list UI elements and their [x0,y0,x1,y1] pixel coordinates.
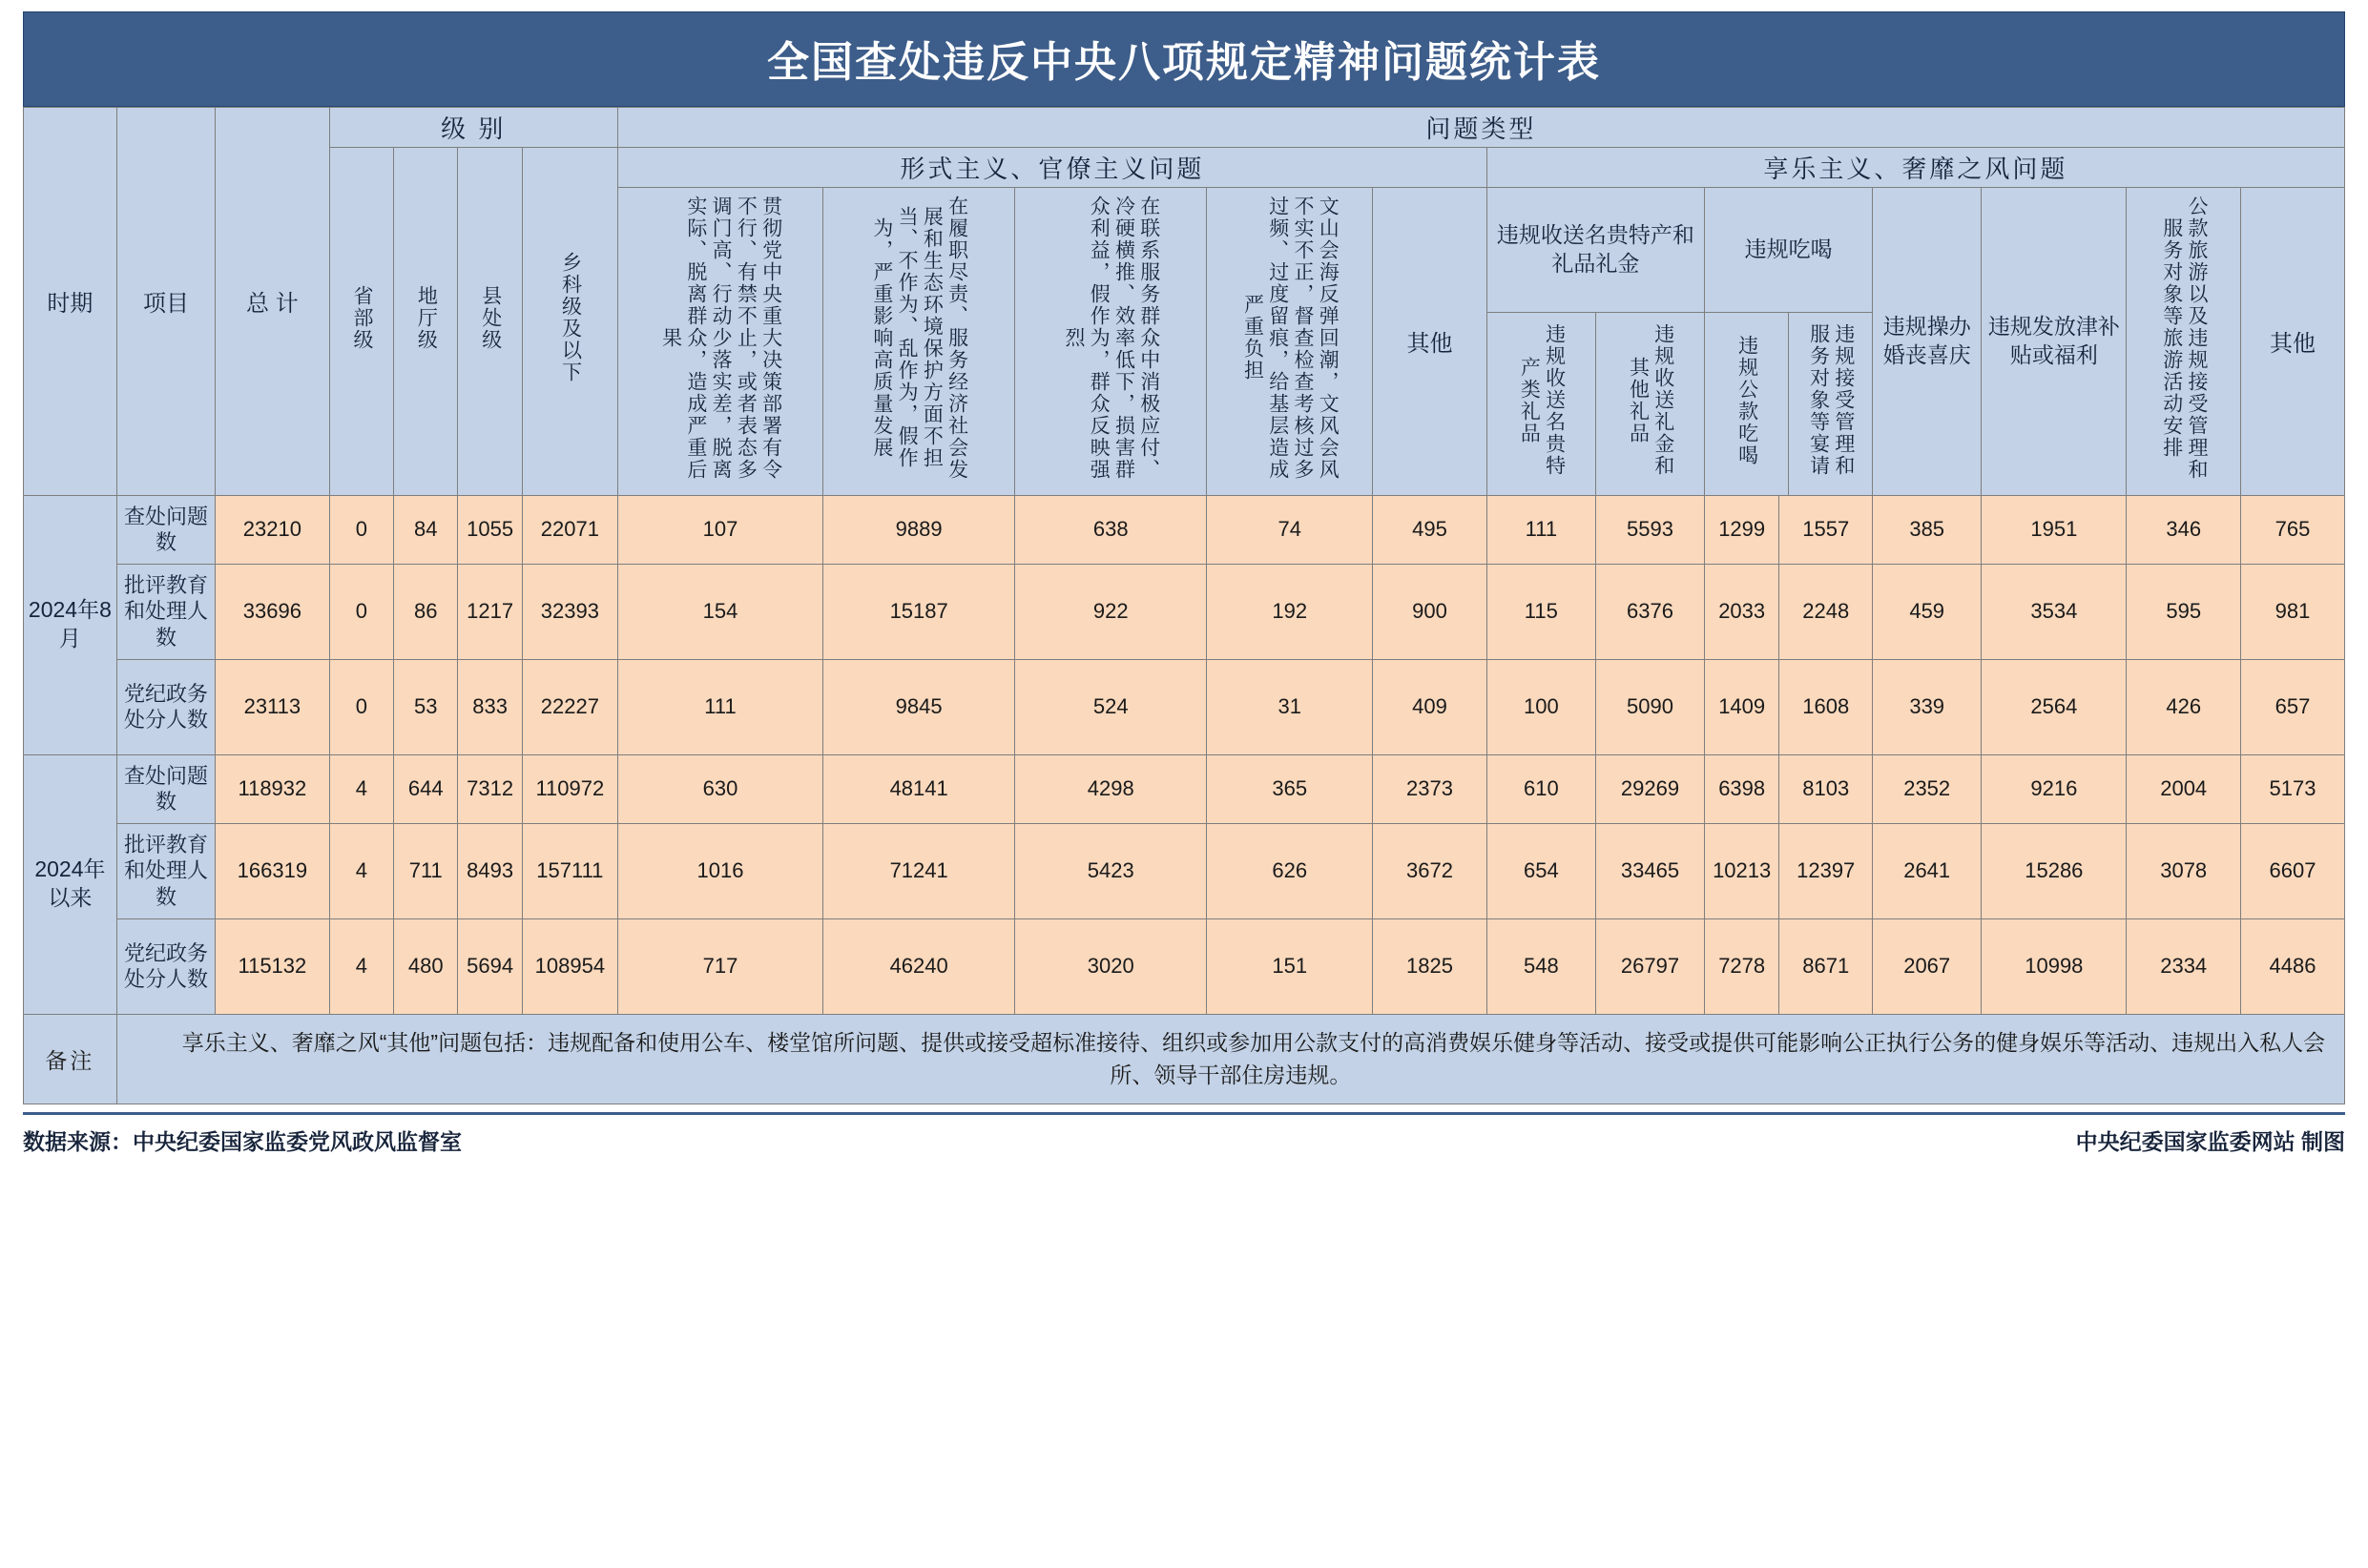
table-cell: 10998 [1982,918,2127,1014]
table-cell: 4 [329,823,393,918]
table-cell: 9216 [1982,754,2127,823]
row-item-label: 批评教育和处理人数 [116,564,215,659]
table-cell: 3078 [2127,823,2241,918]
table-cell: 1299 [1705,495,1779,564]
row-item-label: 党纪政务处分人数 [116,918,215,1014]
table-cell: 100 [1486,659,1595,754]
note-label: 备注 [24,1014,117,1104]
table-cell: 115132 [216,918,330,1014]
table-cell: 29269 [1595,754,1704,823]
header-hedonism-gifts-title: 违规收送名贵特产和礼品礼金 [1487,188,1704,312]
table-cell: 71241 [823,823,1015,918]
table-cell: 5090 [1595,659,1704,754]
table-cell: 84 [394,495,458,564]
table-cell: 48141 [823,754,1015,823]
table-cell: 2033 [1705,564,1779,659]
header-level-1: 地厅级 [394,148,458,496]
table-cell: 2352 [1873,754,1982,823]
table-cell: 110972 [522,754,617,823]
table-cell: 31 [1207,659,1373,754]
table-cell: 111 [1486,495,1595,564]
page-title: 全国查处违反中央八项规定精神问题统计表 [23,11,2345,107]
table-cell: 5593 [1595,495,1704,564]
table-cell: 33465 [1595,823,1704,918]
data-source: 数据来源：中央纪委国家监委党风政风监督室 [23,1128,462,1154]
table-cell: 2334 [2127,918,2241,1014]
table-cell: 409 [1373,659,1487,754]
table-cell: 2004 [2127,754,2241,823]
row-period-1: 2024年以来 [24,754,117,1014]
table-cell: 2564 [1982,659,2127,754]
table-cell: 765 [2240,495,2344,564]
publisher: 中央纪委国家监委网站 制图 [2075,1128,2345,1154]
header-hedonism-gift-1: 违规收送礼金和其他礼品 [1627,323,1674,477]
header-hedonism-gift-0: 违规收送名贵特产类礼品 [1487,312,1596,495]
row-item-label: 党纪政务处分人数 [116,659,215,754]
table-cell: 2373 [1373,754,1487,823]
table-cell: 74 [1207,495,1373,564]
note-text: 享乐主义、奢靡之风“其他”问题包括：违规配备和使用公车、楼堂馆所问题、提供或接受超标准接待、组织或参加用公款支付的高消费娱乐健身等活动、接受或提供可能影响公正执行公务的健身娱乐等活动、违规出入私人会所、领导干部住房违规。 [116,1014,2344,1104]
table-cell: 595 [2127,564,2241,659]
header-hedonism-eat-title: 违规吃喝 [1705,188,1872,312]
table-cell: 5694 [458,918,522,1014]
table-cell: 0 [329,564,393,659]
table-cell: 900 [1373,564,1487,659]
table-cell: 118932 [216,754,330,823]
table-cell: 23210 [216,495,330,564]
table-cell: 459 [1873,564,1982,659]
header-hedonism-eat-1: 违规接受管理和服务对象等宴请 [1807,323,1855,477]
header-level-group: 级 别 [329,108,617,148]
table-cell: 1557 [1779,495,1873,564]
header-group-hedonism: 享乐主义、奢靡之风问题 [1486,148,2344,188]
table-cell: 1217 [458,564,522,659]
header-hedonism-wedding: 违规操办婚丧喜庆 [1873,188,1982,496]
table-cell: 4 [329,918,393,1014]
table-cell: 922 [1015,564,1207,659]
table-cell: 157111 [522,823,617,918]
table-cell: 108954 [522,918,617,1014]
table-cell: 46240 [823,918,1015,1014]
table-cell: 22071 [522,495,617,564]
header-hedonism-eat-group [1705,188,1873,496]
table-cell: 1608 [1779,659,1873,754]
row-item-label: 查处问题数 [116,495,215,564]
table-cell: 654 [1486,823,1595,918]
table-cell: 7278 [1705,918,1779,1014]
table-cell: 7312 [458,754,522,823]
header-level-0: 省部级 [329,148,393,496]
statistics-table [23,107,2345,1104]
header-level-2: 县处级 [458,148,522,496]
table-cell: 151 [1207,918,1373,1014]
table-cell: 8103 [1779,754,1873,823]
table-cell: 5423 [1015,823,1207,918]
table-cell: 166319 [216,823,330,918]
table-cell: 12397 [1779,823,1873,918]
table-cell: 426 [2127,659,2241,754]
table-cell: 15286 [1982,823,2127,918]
table-cell: 33696 [216,564,330,659]
table-cell: 626 [1207,823,1373,918]
row-period-0: 2024年8月 [24,495,117,754]
header-total: 总 计 [216,108,330,496]
header-formalism-3: 文山会海反弹回潮，文风会风不实不正，督查检查考核过多过频、过度留痕，给基层造成严重负担 [1207,188,1373,496]
header-formalism-0: 贯彻党中央重大决策部署有令不行、有禁不止，或者表态多调门高、行动少落实差，脱离实际、脱离群众，造成严重后果 [617,188,822,496]
table-cell: 2641 [1873,823,1982,918]
table-cell: 15187 [823,564,1015,659]
header-hedonism-travel: 公款旅游以及违规接受管理和服务对象等旅游活动安排 [2127,188,2241,496]
table-cell: 4 [329,754,393,823]
header-hedonism-other: 其他 [2240,188,2344,496]
table-cell: 111 [617,659,822,754]
table-cell: 0 [329,659,393,754]
table-cell: 115 [1486,564,1595,659]
table-cell: 32393 [522,564,617,659]
table-cell: 981 [2240,564,2344,659]
table-cell: 711 [394,823,458,918]
row-item-label: 批评教育和处理人数 [116,823,215,918]
table-cell: 385 [1873,495,1982,564]
header-level-3: 乡科级及以下 [522,148,617,496]
table-cell: 9889 [823,495,1015,564]
table-cell: 2248 [1779,564,1873,659]
table-cell: 339 [1873,659,1982,754]
table-cell: 192 [1207,564,1373,659]
header-item: 项目 [116,108,215,496]
table-cell: 3534 [1982,564,2127,659]
table-cell: 3672 [1373,823,1487,918]
table-cell: 86 [394,564,458,659]
table-cell: 10213 [1705,823,1779,918]
header-hedonism-gifts-group [1486,188,1704,496]
table-cell: 154 [617,564,822,659]
header-hedonism-eat-0: 违规公款吃喝 [1705,312,1789,495]
table-cell: 657 [2240,659,2344,754]
table-cell: 0 [329,495,393,564]
table-cell: 548 [1486,918,1595,1014]
header-period: 时期 [24,108,117,496]
table-cell: 107 [617,495,822,564]
table-cell: 3020 [1015,918,1207,1014]
table-cell: 495 [1373,495,1487,564]
table-cell: 8493 [458,823,522,918]
table-cell: 26797 [1595,918,1704,1014]
table-cell: 2067 [1873,918,1982,1014]
table-cell: 22227 [522,659,617,754]
table-cell: 23113 [216,659,330,754]
header-hedonism-allowance: 违规发放津补贴或福利 [1982,188,2127,496]
header-formalism-1: 在履职尽责、服务经济社会发展和生态环境保护方面不担当、不作为、乱作为，假作为，严重影响高质量发展 [823,188,1015,496]
table-cell: 4298 [1015,754,1207,823]
table-cell: 6607 [2240,823,2344,918]
header-formalism-2: 在联系服务群众中消极应付、冷硬横推、效率低下，损害群众利益，假作为，群众反映强烈 [1015,188,1207,496]
table-cell: 644 [394,754,458,823]
footer [23,1112,2345,1156]
table-cell: 8671 [1779,918,1873,1014]
table-cell: 346 [2127,495,2241,564]
table-cell: 638 [1015,495,1207,564]
table-cell: 6376 [1595,564,1704,659]
table-cell: 717 [617,918,822,1014]
table-cell: 1825 [1373,918,1487,1014]
table-cell: 1951 [1982,495,2127,564]
table-cell: 610 [1486,754,1595,823]
table-cell: 365 [1207,754,1373,823]
table-cell: 4486 [2240,918,2344,1014]
table-cell: 1055 [458,495,522,564]
header-group-formalism: 形式主义、官僚主义问题 [617,148,1486,188]
table-cell: 53 [394,659,458,754]
row-item-label: 查处问题数 [116,754,215,823]
header-formalism-other: 其他 [1373,188,1487,496]
table-cell: 5173 [2240,754,2344,823]
table-cell: 480 [394,918,458,1014]
table-cell: 524 [1015,659,1207,754]
table-cell: 630 [617,754,822,823]
table-cell: 833 [458,659,522,754]
table-cell: 9845 [823,659,1015,754]
table-cell: 6398 [1705,754,1779,823]
header-problem-type: 问题类型 [617,108,2344,148]
table-cell: 1016 [617,823,822,918]
table-cell: 1409 [1705,659,1779,754]
